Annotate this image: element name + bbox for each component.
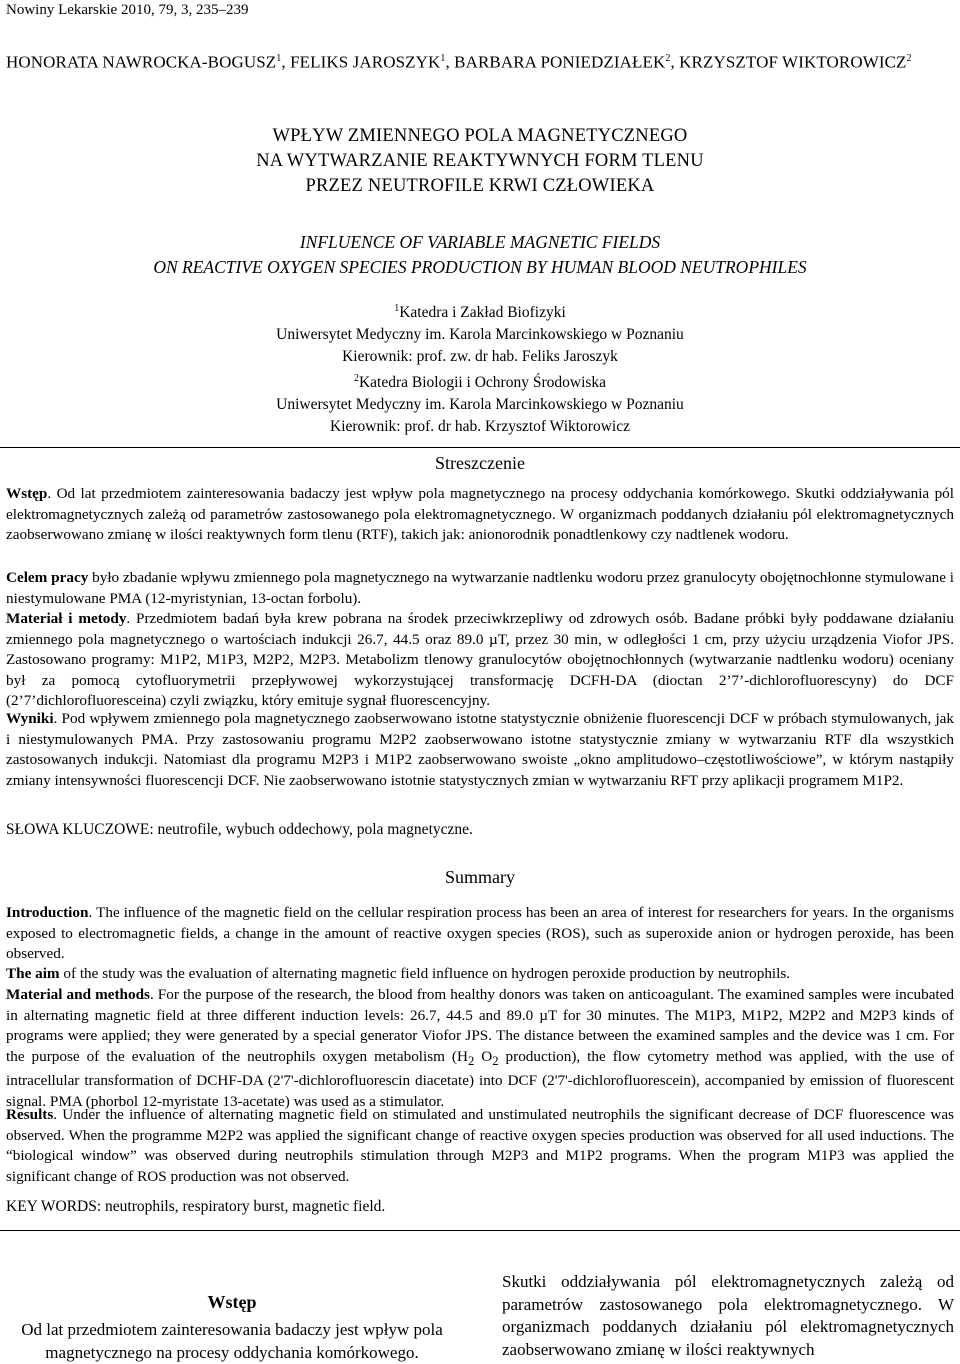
streszczenie-material	[6, 609, 954, 712]
title-line: PRZEZ NEUTROFILE KRWI CZŁOWIEKA	[305, 176, 655, 196]
affiliation-mark: 1	[276, 53, 282, 64]
affiliations	[0, 298, 960, 438]
journal-header: Nowiny Lekarskie 2010, 79, 3, 235–239	[6, 2, 249, 18]
affiliation-university-2: Uniwersytet Medyczny im. Karola Marcinkowskiego w Poznaniu	[276, 396, 684, 414]
streszczenie-wyniki	[6, 709, 954, 791]
body-left-column: Od lat przedmiotem zainteresowania badaczy jest wpływ pola magnetycznego na procesy oddychania komórkowego.	[21, 1320, 443, 1362]
paragraph-text: . The influence of the magnetic field on the cellular respiration process has been an area of interest for researchers for years. In the organisms exposed to electromagnetic fields, a change in the amount of reactive oxygen species (ROS), such as superoxide anion or hydrogen peroxide, has been observed.	[6, 904, 954, 963]
affiliation-head-2: Kierownik: prof. dr hab. Krzysztof Wiktorowicz	[330, 418, 630, 436]
section-divider	[0, 447, 960, 448]
paragraph-label: The aim	[6, 965, 60, 982]
summary-aim	[6, 964, 954, 985]
subscript: 2	[492, 1053, 499, 1068]
affiliation-dept-1	[0, 298, 960, 324]
title-line: NA WYTWARZANIE REAKTYWNYCH FORM TLENU	[256, 151, 704, 171]
keywords-polish: SŁOWA KLUCZOWE: neutrofile, wybuch oddechowy, pola magnetyczne.	[6, 821, 473, 838]
paragraph-text: . Pod wpływem zmiennego pola magnetycznego zaobserwowano istotne statystycznie obniżenie fluorescencji DCF w próbach stymulowanych, jak i niestymulowanych PMA. Przy zastosowaniu programu M2P2 zaobserwowano istotne statystycznie zmiany w wytwarzaniu RTF dla wszystkich zastosowanych indukcji. Natomiast dla programu M2P3 i M1P2 zaobserwowano swoiste „okno amplitudowo–częstotliwościowe”, w którym nastąpiły zmiany intensywności fluorescencji DCF. Nie zaobserwowano istotnie statystycznych zmian w wytwarzaniu RFT przy aplikacji programem M1P2.	[6, 710, 954, 789]
paragraph-text: . Od lat przedmiotem zainteresowania badaczy jest wpływ pola magnetycznego na procesy oddychania komórkowego. Skutki oddziaływania pól elektromagnetycznych zależą od parametrów zastosowanego pola elektromagnetycznego. W organizmach poddanych działaniu pól elektromagnetycznych zaobserwowano zmianę w ilości reaktywnych form tlenu (RTF), takich jak: anionorodnik ponadtlenkowy czy nadtlenek wodoru.	[6, 485, 954, 544]
affiliation-mark: 2	[665, 53, 671, 64]
summary-introduction	[6, 903, 954, 965]
title-line: ON REACTIVE OXYGEN SPECIES PRODUCTION BY HUMAN BLOOD NEUTROPHILES	[153, 257, 807, 277]
paragraph-label: Results	[6, 1106, 54, 1123]
paragraph-label: Wyniki	[6, 710, 54, 727]
summary-heading: Summary	[445, 867, 515, 887]
paragraph-label: Material and methods	[6, 986, 150, 1003]
author-4: , KRZYSZTOF WIKTOROWICZ	[670, 52, 907, 72]
paragraph-label: Materiał i metody	[6, 610, 127, 627]
streszczenie-cel	[6, 568, 954, 609]
paragraph-label: Wstęp	[6, 485, 48, 502]
paragraph-label: Introduction	[6, 904, 89, 921]
section-divider	[0, 1230, 960, 1231]
streszczenie-wstep	[6, 484, 954, 546]
body-right-column: Skutki oddziaływania pól elektromagnetycznych zależą od parametrów zastosowanego pola elektromagnetycznego. W organizmach poddanych działaniu pól elektromagnetycznych zaobserwowano zmianę w ilości reaktywnych	[502, 1272, 954, 1359]
affiliation-dept-2	[0, 368, 960, 394]
paragraph-text: O	[474, 1047, 493, 1065]
affiliation-mark: 1	[440, 53, 446, 64]
title-polish	[0, 124, 960, 199]
author-2: , FELIKS JAROSZYK	[281, 52, 441, 72]
affiliation-head-1: Kierownik: prof. zw. dr hab. Feliks Jaroszyk	[342, 348, 618, 366]
paragraph-text: production), the flow cytometry method was applied, with the use of intracellular transformation of DCHF-DA (2'7'-dichlorofluorescin diacetate) into DCF (2'7'-dichlorofluorescein), accompanied by emission of fluorescent signal. PMA (phorbol 12-myristate 13-acetate) was used as a stimulator.	[6, 1047, 955, 1110]
author-1: HONORATA NAWROCKA-BOGUSZ	[6, 52, 277, 72]
summary-methods	[6, 985, 954, 1113]
paragraph-label: Celem pracy	[6, 569, 89, 586]
streszczenie-heading: Streszczenie	[435, 453, 525, 473]
keywords-english: KEY WORDS: neutrophils, respiratory burst, magnetic field.	[6, 1198, 386, 1215]
affiliation-university-1: Uniwersytet Medyczny im. Karola Marcinkowskiego w Poznaniu	[276, 326, 684, 344]
affiliation-text: Katedra Biologii i Ochrony Środowiska	[358, 374, 607, 392]
title-english	[0, 230, 960, 280]
affiliation-mark: 1	[394, 303, 400, 314]
paragraph-text: . Przedmiotem badań była krew pobrana na środek przeciwkrzepliwy od zdrowych osób. Badane próbki były poddawane działaniu zmiennego pola magnetycznego o wartościach indukcji 26.7, 44.5 oraz 89.0 µT, przez 30 min, w odległości 1 cm, przy użyciu urządzenia Viofor JPS. Zastosowano programy: M1P2, M1P3, M2P2, M2P3. Metabolizm tlenowy granulocytów obojętnochłonnych (wytwarzanie nadtlenku wodoru) oceniany był za pomocą cytofluorymetrii przepływowej wykorzystującej transformację DCFH-DA (dioctan 2’7’-dichlorofluorescyny) do DCF (2’7’dichlorofluoresceina) czyli związku, który emituje sygnał fluorescencyjny.	[6, 610, 954, 710]
paragraph-text: było zbadanie wpływu zmiennego pola magnetycznego na wytwarzanie nadtlenku wodoru przez granulocyty obojętnochłonne stymulowane i niestymulowane PMA (12-myristynian, 13-octan forbolu).	[6, 569, 955, 607]
affiliation-mark: 2	[906, 53, 912, 64]
paragraph-text: of the study was the evaluation of alternating magnetic field influence on hydrogen peroxide production by neutrophils.	[59, 965, 791, 982]
paragraph-text: . Under the influence of alternating magnetic field on stimulated and unstimulated neutrophils the significant decrease of DCF fluorescence was observed. When the programme M2P2 was applied the significant change of reactive oxygen species production was observed for all used inductions. The “biological window” was observed during neutrophils stimulation through M2P3 and M1P2 programs. When the program M1P3 was applied the significant change of ROS production was not observed.	[6, 1106, 954, 1185]
body-heading-wstep: Wstęp	[207, 1292, 257, 1312]
title-line: WPŁYW ZMIENNEGO POLA MAGNETYCZNEGO	[272, 126, 688, 146]
title-line: INFLUENCE OF VARIABLE MAGNETIC FIELDS	[299, 232, 661, 252]
author-3: , BARBARA PONIEDZIAŁEK	[445, 52, 666, 72]
paragraph-text: . For the purpose of the research, the blood from healthy donors was taken on anticoagulant. The examined samples were incubated in alternating magnetic field at three different induction levels: 26.7, 44.5 and 89.0 µT for 30 minutes. The M1P3, M1P2, M2P2 and M2P3 kinds of programs were applied; they were generated by a special generator Viofor JPS. The distance between the examined samples and the device was 1 cm. For the purpose of the evaluation of the neutrophils oxygen metabolism (H	[6, 986, 954, 1065]
affiliation-mark: 2	[353, 373, 359, 385]
summary-results	[6, 1105, 954, 1187]
affiliation-text: Katedra i Zakład Biofizyki	[399, 304, 566, 322]
subscript: 2	[467, 1053, 475, 1068]
author-list	[6, 47, 954, 75]
